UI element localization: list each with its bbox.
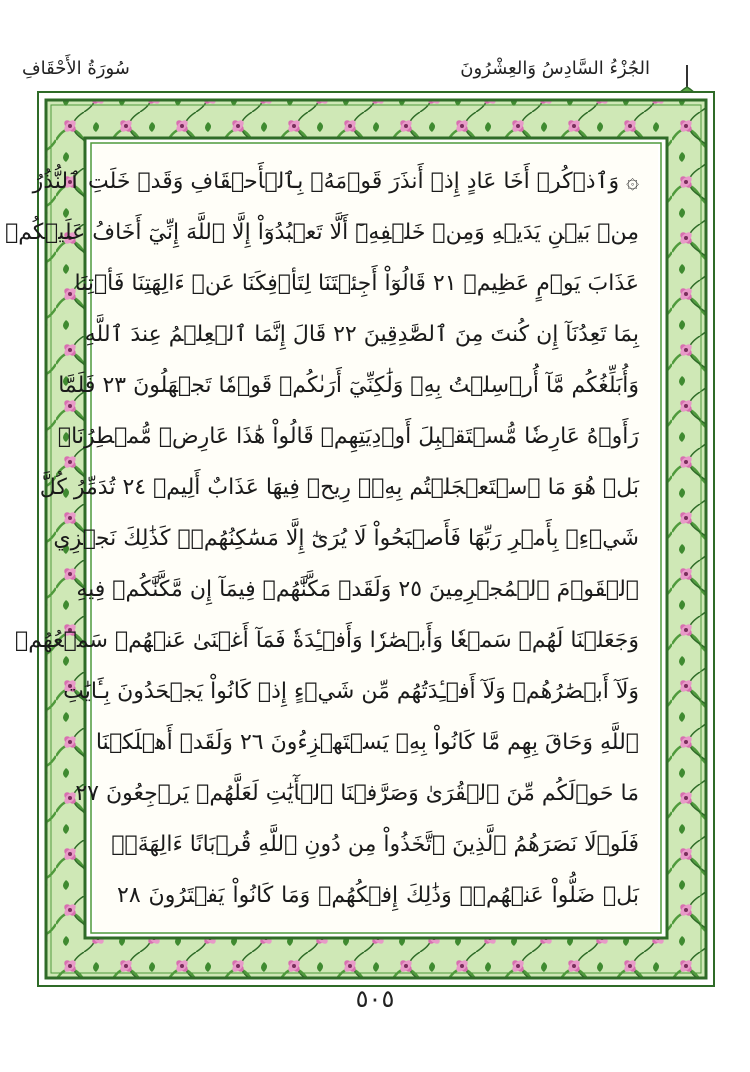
text-line: مَا حَوۡلَكُم مِّنَ ٱلۡقُرَىٰ وَصَرَّفۡنَا ٱلۡأٓيَٰتِ لَعَلَّهُمۡ يَرۡجِعُونَ ٢٧ (75, 781, 639, 806)
text-line: عَذَابَ يَوۡمٍ عَظِيمٖ ٢١ قَالُوٓاْ أَجِئۡتَنَا لِتَأۡفِكَنَا عَنۡ ءَالِهَتِنَا فَأۡتِنَا (74, 271, 639, 296)
text-line: بِمَا تَعِدُنَآ إِن كُنتَ مِنَ ٱلصَّٰدِقِينَ ٢٢ قَالَ إِنَّمَا ٱلۡعِلۡمُ عِندَ ٱللَّهِ (84, 322, 639, 347)
text-line: ٱلۡقَوۡمَ ٱلۡمُجۡرِمِينَ ٢٥ وَلَقَدۡ مَكَّنَّٰهُمۡ فِيمَآ إِن مَّكَّنَّٰكُمۡ فِيهِ (76, 577, 639, 602)
page-number: ٥٠٥ (355, 985, 395, 1013)
text-line: وَجَعَلۡنَا لَهُمۡ سَمۡعٗا وَأَبۡصَٰرٗا وَأَفۡـِٔدَةٗ فَمَآ أَغۡنَىٰ عَنۡهُمۡ سَمۡعُهُمۡ (15, 628, 639, 653)
text-line: بَلۡ ضَلُّواْ عَنۡهُمۡۚ وَذَٰلِكَ إِفۡكُهُمۡ وَمَا كَانُواْ يَفۡتَرُونَ ٢٨ (117, 883, 639, 908)
text-line: رَأَوۡهُ عَارِضٗا مُّسۡتَقۡبِلَ أَوۡدِيَتِهِمۡ قَالُواْ هَٰذَا عَارِضٞ مُّمۡطِرُنَاۚ (57, 424, 639, 449)
text-line: ۞ وَٱذۡكُرۡ أَخَا عَادٍ إِذۡ أَنذَرَ قَوۡمَهُۥ بِٱلۡأَحۡقَافِ وَقَدۡ خَلَتِ ٱلنُّذُرُ (32, 169, 639, 194)
text-line: بَلۡ هُوَ مَا ٱسۡتَعۡجَلۡتُم بِهِۦۖ رِيحٞ فِيهَا عَذَابٌ أَلِيمٞ ٢٤ تُدَمِّرُ كُلَّ (39, 475, 639, 500)
text-line: وَأُبَلِّغُكُم مَّآ أُرۡسِلۡتُ بِهِۦ وَلَٰكِنِّيٓ أَرَىٰكُمۡ قَوۡمٗا تَجۡهَلُونَ ٢٣ فَلَمَّا (58, 373, 639, 398)
surah-title: سُورَةُ الأَحْقَافِ (22, 58, 130, 79)
text-line: فَلَوۡلَا نَصَرَهُمُ ٱلَّذِينَ ٱتَّخَذُواْ مِن دُونِ ٱللَّهِ قُرۡبَانًا ءَالِهَةَۢۖ (111, 832, 639, 857)
text-line: مِنۢ بَيۡنِ يَدَيۡهِ وَمِنۡ خَلۡفِهِۦٓ أَلَّا تَعۡبُدُوٓاْ إِلَّا ٱللَّهَ إِنِّيٓ أَخَافُ عَلَيۡكُمۡ (5, 220, 639, 245)
text-line: شَيۡءِۭ بِأَمۡرِ رَبِّهَا فَأَصۡبَحُواْ لَا يُرَىٰٓ إِلَّا مَسَٰكِنُهُمۡۚ كَذَٰلِكَ نَجۡزِي (53, 526, 639, 551)
text-line: ٱللَّهِ وَحَاقَ بِهِم مَّا كَانُواْ بِهِۦ يَسۡتَهۡزِءُونَ ٢٦ وَلَقَدۡ أَهۡلَكۡنَا (95, 730, 639, 755)
juz-title: الجُزْءُ السَّادِسُ وَالعِشْرُونَ (460, 58, 650, 79)
text-line: وَلَآ أَبۡصَٰرُهُمۡ وَلَآ أَفۡـِٔدَتُهُم مِّن شَيۡءٍ إِذۡ كَانُواْ يَجۡحَدُونَ بِـَٔايَٰتِ (63, 679, 639, 704)
quran-text-panel (5, 145, 658, 931)
